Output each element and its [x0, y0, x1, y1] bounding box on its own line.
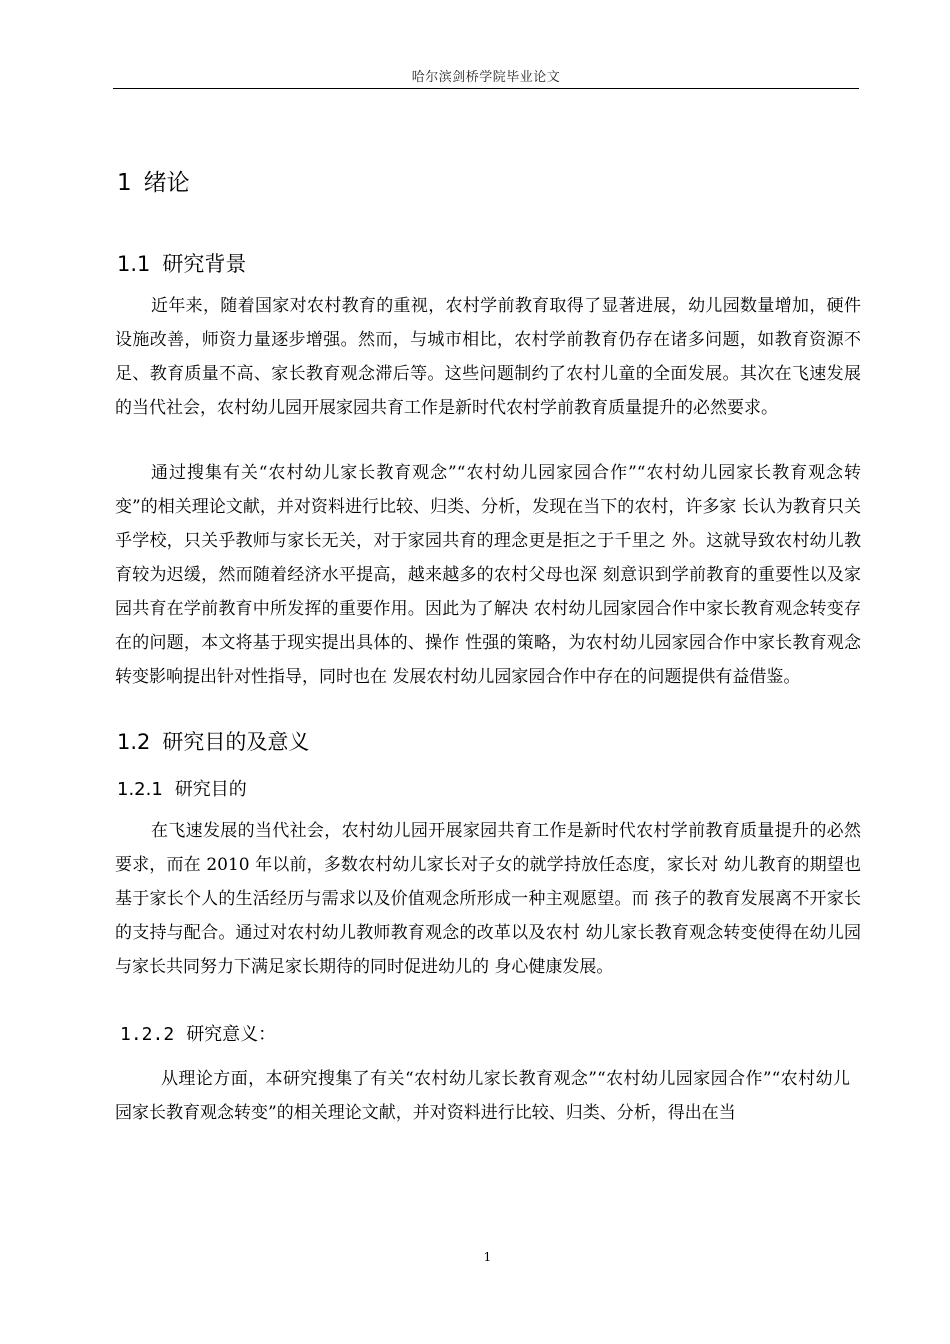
subsection-title: 研究目的	[174, 779, 247, 800]
body-paragraph: 通过搜集有关“农村幼儿家长教育观念”“农村幼儿园家园合作”“农村幼儿园家长教育观念转变”的相关理论文献，并对资料进行比较、归类、分析，发现在当下的农村，许多家 长认为教育只关乎学校，只关乎教师与家长无关，对于家园共育的理念更是拒之于千里之 外。这就导致农村幼儿教育较为迟缓，然而随着经济水平提高，越来越多的农村父母也深 刻意识到学前教育的重要性以及家园共育在学前教育中所发挥的重要作用。因此为了解决 农村幼儿园家园合作中家长教育观念转变存在的问题，本文将基于现实提出具体的、操作 性强的策略，为农村幼儿园家园合作中家长教育观念转变影响提出针对性指导，同时也在 发展农村幼儿园家园合作中存在的问题提供有益借鉴。	[115, 463, 861, 687]
running-header: 哈尔滨剑桥学院毕业论文	[411, 70, 561, 85]
body-paragraph: 近年来，随着国家对农村教育的重视，农村学前教育取得了显著进展，幼儿园数量增加，硬件设施改善，师资力量逐步增强。然而，与城市相比，农村学前教育仍存在诸多问题，如教育资源不足、教育质量不高、家长教育观念滞后等。这些问题制约了农村儿童的全面发展。其次在飞速发展的当代社会，农村幼儿园开展家园共育工作是新时代农村学前教育质量提升的必然要求。	[115, 296, 861, 418]
body-paragraph: 在飞速发展的当代社会，农村幼儿园开展家园共育工作是新时代农村学前教育质量提升的必然要求，而在 2010 年以前，多数农村幼儿家长对子女的就学持放任态度，家长对 幼儿教育的期望也基于家长个人的生活经历与需求以及价值观念所形成一种主观愿望。而 孩子的教育发展离不开家长的支持与配合。通过对农村幼儿教师教育观念的改革以及农村 幼儿家长教育观念转变使得在幼儿园与家长共同努力下满足家长期待的同时促进幼儿的 身心健康发展。	[115, 821, 861, 977]
section-heading-purpose-significance	[117, 726, 309, 756]
section-heading-background	[117, 248, 246, 278]
chapter-title: 绪论	[143, 170, 190, 196]
section-number: 1.1	[117, 252, 151, 276]
subsection-title: 研究意义：	[186, 1024, 277, 1045]
section-title: 研究背景	[162, 252, 247, 276]
header-rule	[113, 88, 859, 89]
page-number: 1	[483, 1250, 492, 1264]
subsection-heading-purpose	[117, 775, 247, 801]
subsection-number: 1.2.2	[120, 1024, 175, 1045]
body-paragraph: 从理论方面，本研究搜集了有关“农村幼儿家长教育观念”“农村幼儿园家园合作”“农村幼儿园家长教育观念转变”的相关理论文献，并对资料进行比较、归类、分析，得出在当	[115, 1069, 850, 1123]
chapter-number: 1	[117, 170, 132, 196]
subsection-number: 1.2.1	[117, 779, 163, 800]
subsection-heading-significance	[120, 1020, 276, 1046]
section-number: 1.2	[117, 730, 151, 754]
section-title: 研究目的及意义	[162, 730, 310, 754]
chapter-heading	[117, 164, 190, 197]
